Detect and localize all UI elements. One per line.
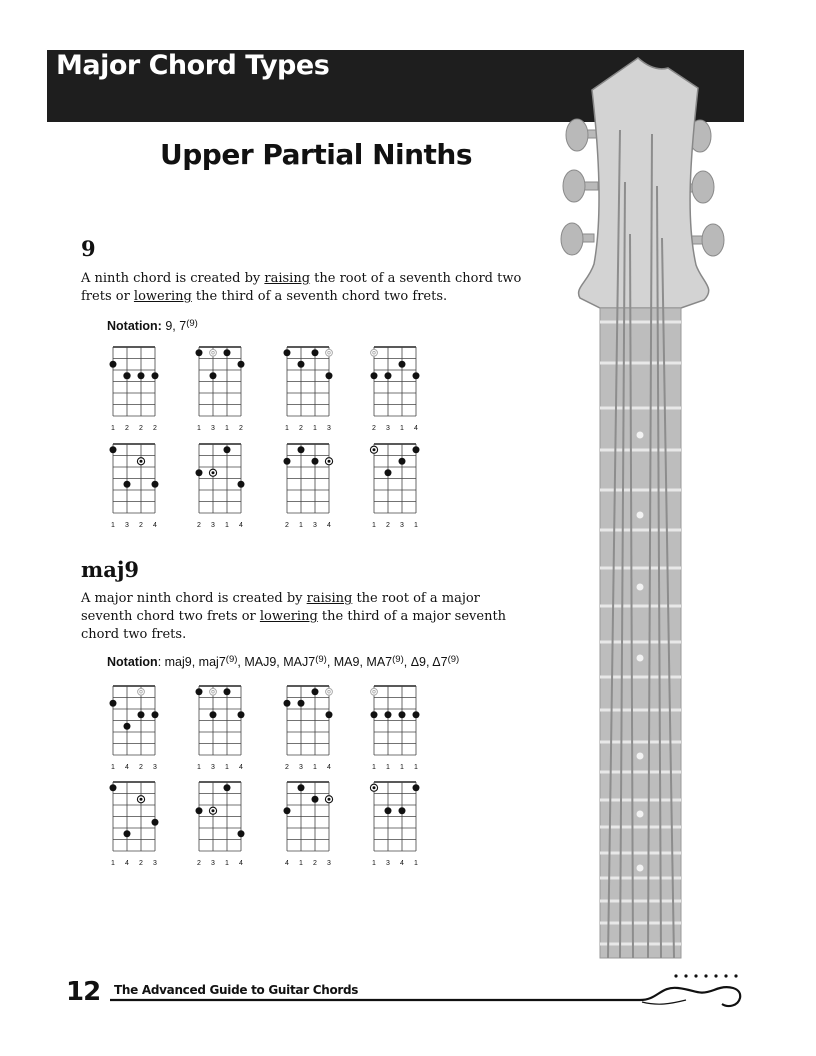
finger-dot: [196, 807, 203, 814]
fretboard-grid: [372, 780, 432, 860]
finger-number: 3: [211, 860, 215, 867]
fretboard-grid: [197, 442, 257, 522]
finger-dot: [385, 807, 392, 814]
chord-diagram: [197, 780, 257, 870]
finger-dot: [326, 372, 333, 379]
finger-number: 1: [414, 764, 418, 771]
finger-dot: [110, 700, 117, 707]
target-note-center: [212, 471, 215, 474]
section-description-maj9: [81, 590, 526, 644]
fretboard-grid: [285, 780, 345, 860]
finger-number: 2: [386, 522, 390, 529]
chord-diagram: [197, 442, 257, 532]
finger-number: 3: [153, 764, 157, 771]
finger-dot: [138, 711, 145, 718]
finger-number: 2: [197, 522, 201, 529]
finger-dot: [210, 372, 217, 379]
finger-dot: [385, 711, 392, 718]
finger-dot: [110, 361, 117, 368]
finger-number: 1: [225, 860, 229, 867]
target-note-center: [212, 809, 215, 812]
text-run: the third of a major seventh chord two frets.: [81, 609, 507, 642]
text-run: the third of a seventh chord two frets.: [191, 289, 448, 304]
finger-dot: [238, 830, 245, 837]
omitted-root-ring: [371, 349, 378, 356]
guitar-neck-illustration: [550, 50, 750, 965]
page-number: 12: [66, 977, 101, 1007]
chord-diagram: [197, 345, 257, 435]
finger-dot: [298, 361, 305, 368]
finger-dot: [196, 349, 203, 356]
finger-number: 3: [211, 522, 215, 529]
finger-dot: [399, 807, 406, 814]
chord-diagram: [372, 780, 432, 870]
target-note-center: [373, 448, 376, 451]
finger-number: 4: [125, 860, 129, 867]
finger-dot: [284, 700, 291, 707]
fretboard-grid: [285, 345, 345, 425]
superscript: (9): [447, 654, 460, 665]
finger-number: 1: [400, 764, 404, 771]
finger-dot: [152, 819, 159, 826]
finger-number: 4: [239, 764, 243, 771]
finger-number: 4: [125, 764, 129, 771]
superscript: (9): [392, 654, 404, 665]
section-heading-maj9: maj9: [81, 557, 140, 582]
finger-number: 2: [197, 860, 201, 867]
text-run: the root of a seventh chord two frets or: [81, 271, 522, 304]
target-note-center: [140, 798, 143, 801]
fretboard-grid: [372, 684, 432, 764]
finger-dot: [312, 688, 319, 695]
omitted-root-ring: [210, 349, 217, 356]
underlined-term: raising: [306, 591, 353, 606]
finger-dot: [196, 469, 203, 476]
finger-dot: [399, 458, 406, 465]
chord-diagram: [197, 684, 257, 774]
finger-number: 3: [211, 764, 215, 771]
finger-dot: [224, 446, 231, 453]
chord-diagram: [111, 442, 171, 532]
finger-number: 2: [285, 522, 289, 529]
notation-line-maj9: [107, 654, 459, 669]
finger-dot: [224, 784, 231, 791]
finger-number: 1: [414, 522, 418, 529]
underlined-term: lowering: [259, 609, 318, 624]
chord-diagram: [372, 684, 432, 774]
finger-number: 1: [285, 425, 289, 432]
text-run: , Δ9, Δ7: [403, 655, 448, 669]
text-run: , MA9, MA7: [326, 655, 393, 669]
finger-dot: [238, 481, 245, 488]
finger-number: 2: [313, 860, 317, 867]
notation-line-9: [107, 318, 198, 333]
target-note-center: [328, 460, 331, 463]
finger-number: 1: [225, 764, 229, 771]
finger-number: 3: [327, 860, 331, 867]
finger-dot: [196, 688, 203, 695]
finger-number: 4: [327, 764, 331, 771]
finger-number: 1: [372, 860, 376, 867]
finger-number: 2: [299, 425, 303, 432]
finger-number: 4: [239, 522, 243, 529]
page-title: Upper Partial Ninths: [160, 138, 473, 171]
finger-dot: [413, 784, 420, 791]
finger-dot: [138, 372, 145, 379]
book-title: The Advanced Guide to Guitar Chords: [114, 983, 359, 997]
notation-label: Notation:: [107, 319, 162, 333]
finger-number: 1: [197, 425, 201, 432]
finger-number: 1: [313, 425, 317, 432]
finger-number: 2: [153, 425, 157, 432]
section-description-9: [81, 270, 526, 306]
finger-number: 4: [239, 860, 243, 867]
finger-number: 4: [153, 522, 157, 529]
target-note-center: [140, 460, 143, 463]
finger-number: 2: [239, 425, 243, 432]
finger-dot: [312, 349, 319, 356]
finger-number: 3: [386, 860, 390, 867]
finger-dot: [298, 446, 305, 453]
finger-dot: [224, 349, 231, 356]
underlined-term: raising: [264, 271, 311, 286]
finger-number: 1: [313, 764, 317, 771]
finger-dot: [284, 807, 291, 814]
superscript: (9): [225, 654, 238, 665]
chord-diagram: [285, 780, 345, 870]
finger-number: 3: [327, 425, 331, 432]
finger-dot: [152, 711, 159, 718]
target-note-center: [328, 798, 331, 801]
finger-number: 2: [139, 522, 143, 529]
section-heading-9: 9: [81, 236, 96, 261]
finger-dot: [312, 458, 319, 465]
finger-dot: [371, 711, 378, 718]
fretboard-grid: [111, 345, 171, 425]
text-run: , MAJ9, MAJ7: [237, 655, 316, 669]
fretboard-grid: [197, 684, 257, 764]
finger-number: 2: [139, 425, 143, 432]
fretboard-grid: [197, 345, 257, 425]
fretboard-grid: [197, 780, 257, 860]
fretboard-grid: [111, 442, 171, 522]
finger-dot: [238, 711, 245, 718]
finger-dot: [284, 458, 291, 465]
superscript: (9): [315, 654, 327, 665]
chord-diagram: [285, 345, 345, 435]
finger-number: 2: [125, 425, 129, 432]
finger-dot: [124, 723, 131, 730]
finger-dot: [210, 711, 217, 718]
finger-number: 4: [400, 860, 404, 867]
finger-number: 1: [225, 522, 229, 529]
finger-number: 3: [299, 764, 303, 771]
finger-number: 2: [139, 860, 143, 867]
finger-number: 2: [285, 764, 289, 771]
chord-diagram: [111, 684, 171, 774]
finger-number: 3: [211, 425, 215, 432]
omitted-root-ring: [371, 688, 378, 695]
finger-dot: [110, 446, 117, 453]
finger-dot: [399, 361, 406, 368]
finger-dot: [298, 784, 305, 791]
omitted-root-ring: [138, 688, 145, 695]
finger-dot: [413, 372, 420, 379]
finger-number: 2: [372, 425, 376, 432]
fretboard-grid: [372, 345, 432, 425]
finger-number: 4: [285, 860, 289, 867]
finger-dot: [238, 361, 245, 368]
text-run: the root of a major seventh chord two frets or: [81, 591, 480, 624]
finger-number: 3: [386, 425, 390, 432]
finger-number: 1: [414, 860, 418, 867]
finger-dot: [371, 372, 378, 379]
finger-dot: [110, 784, 117, 791]
finger-number: 1: [372, 764, 376, 771]
finger-number: 3: [125, 522, 129, 529]
finger-dot: [224, 688, 231, 695]
omitted-root-ring: [326, 688, 333, 695]
finger-number: 1: [111, 860, 115, 867]
target-note-center: [373, 786, 376, 789]
finger-dot: [385, 372, 392, 379]
text-run: A major ninth chord is created by: [81, 591, 307, 606]
finger-number: 1: [386, 764, 390, 771]
text-run: : maj9, maj7: [157, 655, 226, 669]
text-run: A ninth chord is created by: [81, 271, 265, 286]
finger-dot: [152, 481, 159, 488]
finger-dot: [284, 349, 291, 356]
finger-number: 4: [414, 425, 418, 432]
finger-dot: [326, 711, 333, 718]
finger-number: 1: [111, 522, 115, 529]
finger-dot: [124, 481, 131, 488]
fretboard-grid: [372, 442, 432, 522]
finger-number: 1: [299, 522, 303, 529]
finger-dot: [399, 711, 406, 718]
chord-diagram: [372, 442, 432, 532]
finger-dot: [124, 372, 131, 379]
finger-number: 1: [225, 425, 229, 432]
finger-dot: [152, 372, 159, 379]
finger-number: 1: [400, 425, 404, 432]
finger-number: 1: [111, 425, 115, 432]
chord-diagram: [111, 345, 171, 435]
fretboard-grid: [111, 684, 171, 764]
finger-number: 2: [139, 764, 143, 771]
finger-number: 4: [327, 522, 331, 529]
finger-number: 1: [299, 860, 303, 867]
fretboard-grid: [285, 442, 345, 522]
finger-dot: [413, 711, 420, 718]
notation-label: Notation: [107, 655, 158, 669]
chapter-title: Major Chord Types: [56, 50, 330, 81]
chord-diagram: [372, 345, 432, 435]
chord-diagram: [285, 684, 345, 774]
finger-number: 1: [372, 522, 376, 529]
finger-dot: [385, 469, 392, 476]
finger-number: 1: [197, 764, 201, 771]
underlined-term: lowering: [133, 289, 192, 304]
fretboard-grid: [285, 684, 345, 764]
chord-diagram: [111, 780, 171, 870]
superscript: (9): [186, 318, 198, 329]
finger-dot: [124, 830, 131, 837]
finger-dot: [312, 796, 319, 803]
fretboard-grid: [111, 780, 171, 860]
omitted-root-ring: [326, 349, 333, 356]
finger-dot: [298, 700, 305, 707]
finger-number: 3: [153, 860, 157, 867]
finger-dot: [413, 446, 420, 453]
finger-number: 3: [400, 522, 404, 529]
chord-diagram: [285, 442, 345, 532]
omitted-root-ring: [210, 688, 217, 695]
finger-number: 1: [111, 764, 115, 771]
finger-number: 3: [313, 522, 317, 529]
text-run: 9, 7: [161, 319, 187, 333]
